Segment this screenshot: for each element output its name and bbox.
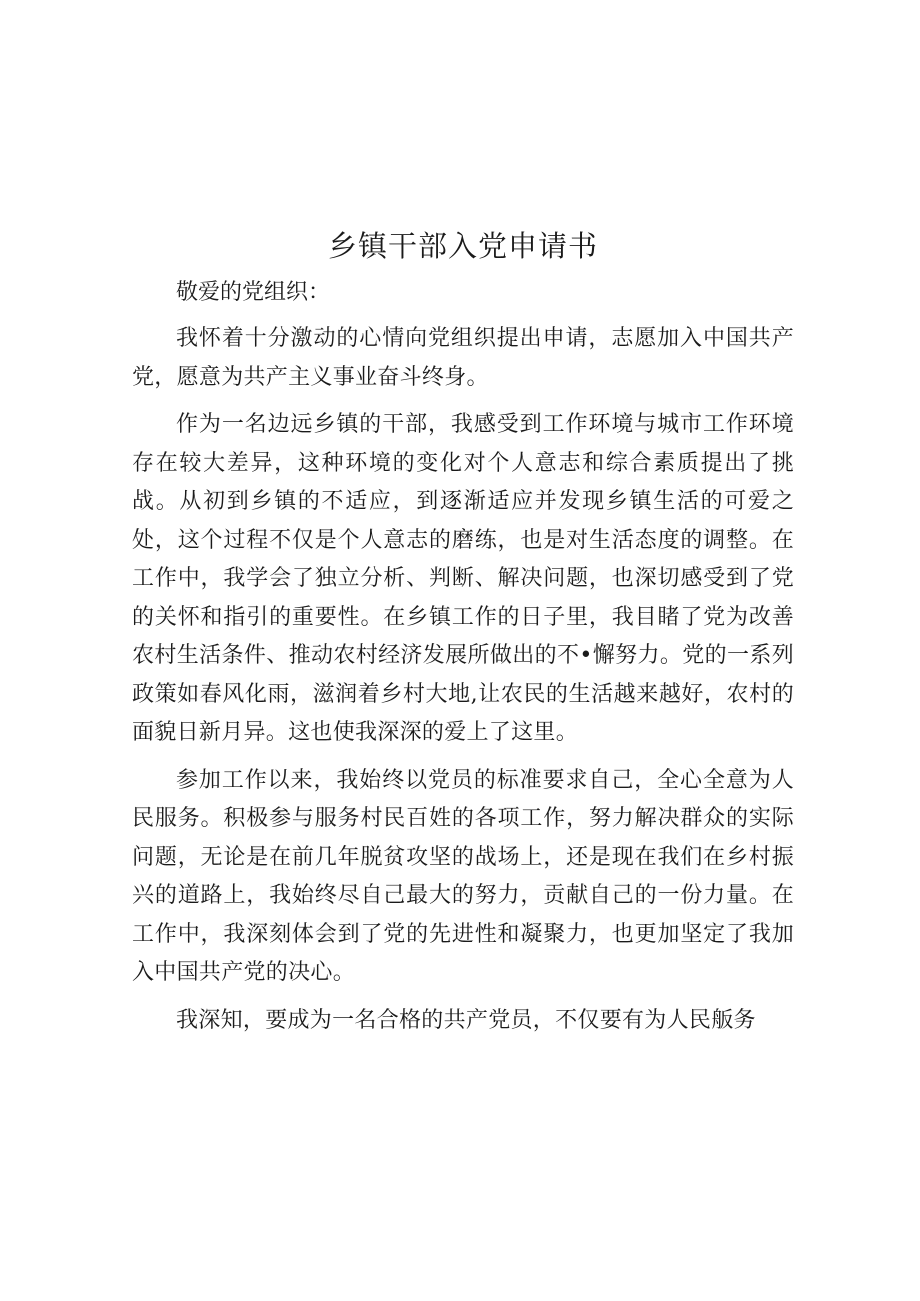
paragraph-2: 作为一名边远乡镇的干部，我感受到工作环境与城市工作环境存在较大差异，这种环境的变化对个人意志和综合素质提出了挑战。从初到乡镇的不适应，到逐渐适应并发现乡镇生活的可爱之处，这个过程不仅是个人意志的磨练，也是对生活态度的调整。在工作中，我学会了独立分析、判断、解决问题，也深切感受到了党的关怀和指引的重要性。在乡镇工作的日子里，我目睹了党为改善农村生活条件、推动农村经济发展所做出的不•懈努力。党的一系列政策如春风化雨，滋润着乡村大地,让农民的生活越来越好，农村的面貌日新月异。这也使我深深的爱上了这里。 [132,412,794,745]
document-title: 乡镇干部入党申请书 [327,229,598,263]
salutation: 敬爱的党组织： [176,280,331,305]
paragraph-1: 我怀着十分激动的心情向党组织提出申请，志愿加入中国共产党，愿意为共产主义事业奋斗终身。 [132,326,794,390]
document-page [132,222,794,1049]
paragraph-3: 参加工作以来，我始终以党员的标准要求自己，全心全意为人民服务。积极参与服务村民百姓的各项工作，努力解决群众的实际问题，无论是在前几年脱贫攻坚的战场上，还是现在我们在乡村振兴的道路上，我始终尽自己最大的努力，贡献自己的一份力量。在工作中，我深刻体会到了党的先进性和凝聚力，也更加坚定了我加入中国共产党的决心。 [132,767,794,985]
paragraph-4: 我深知，要成为一名合格的共产党员，不仅要有为人民舨务 [176,1007,756,1033]
